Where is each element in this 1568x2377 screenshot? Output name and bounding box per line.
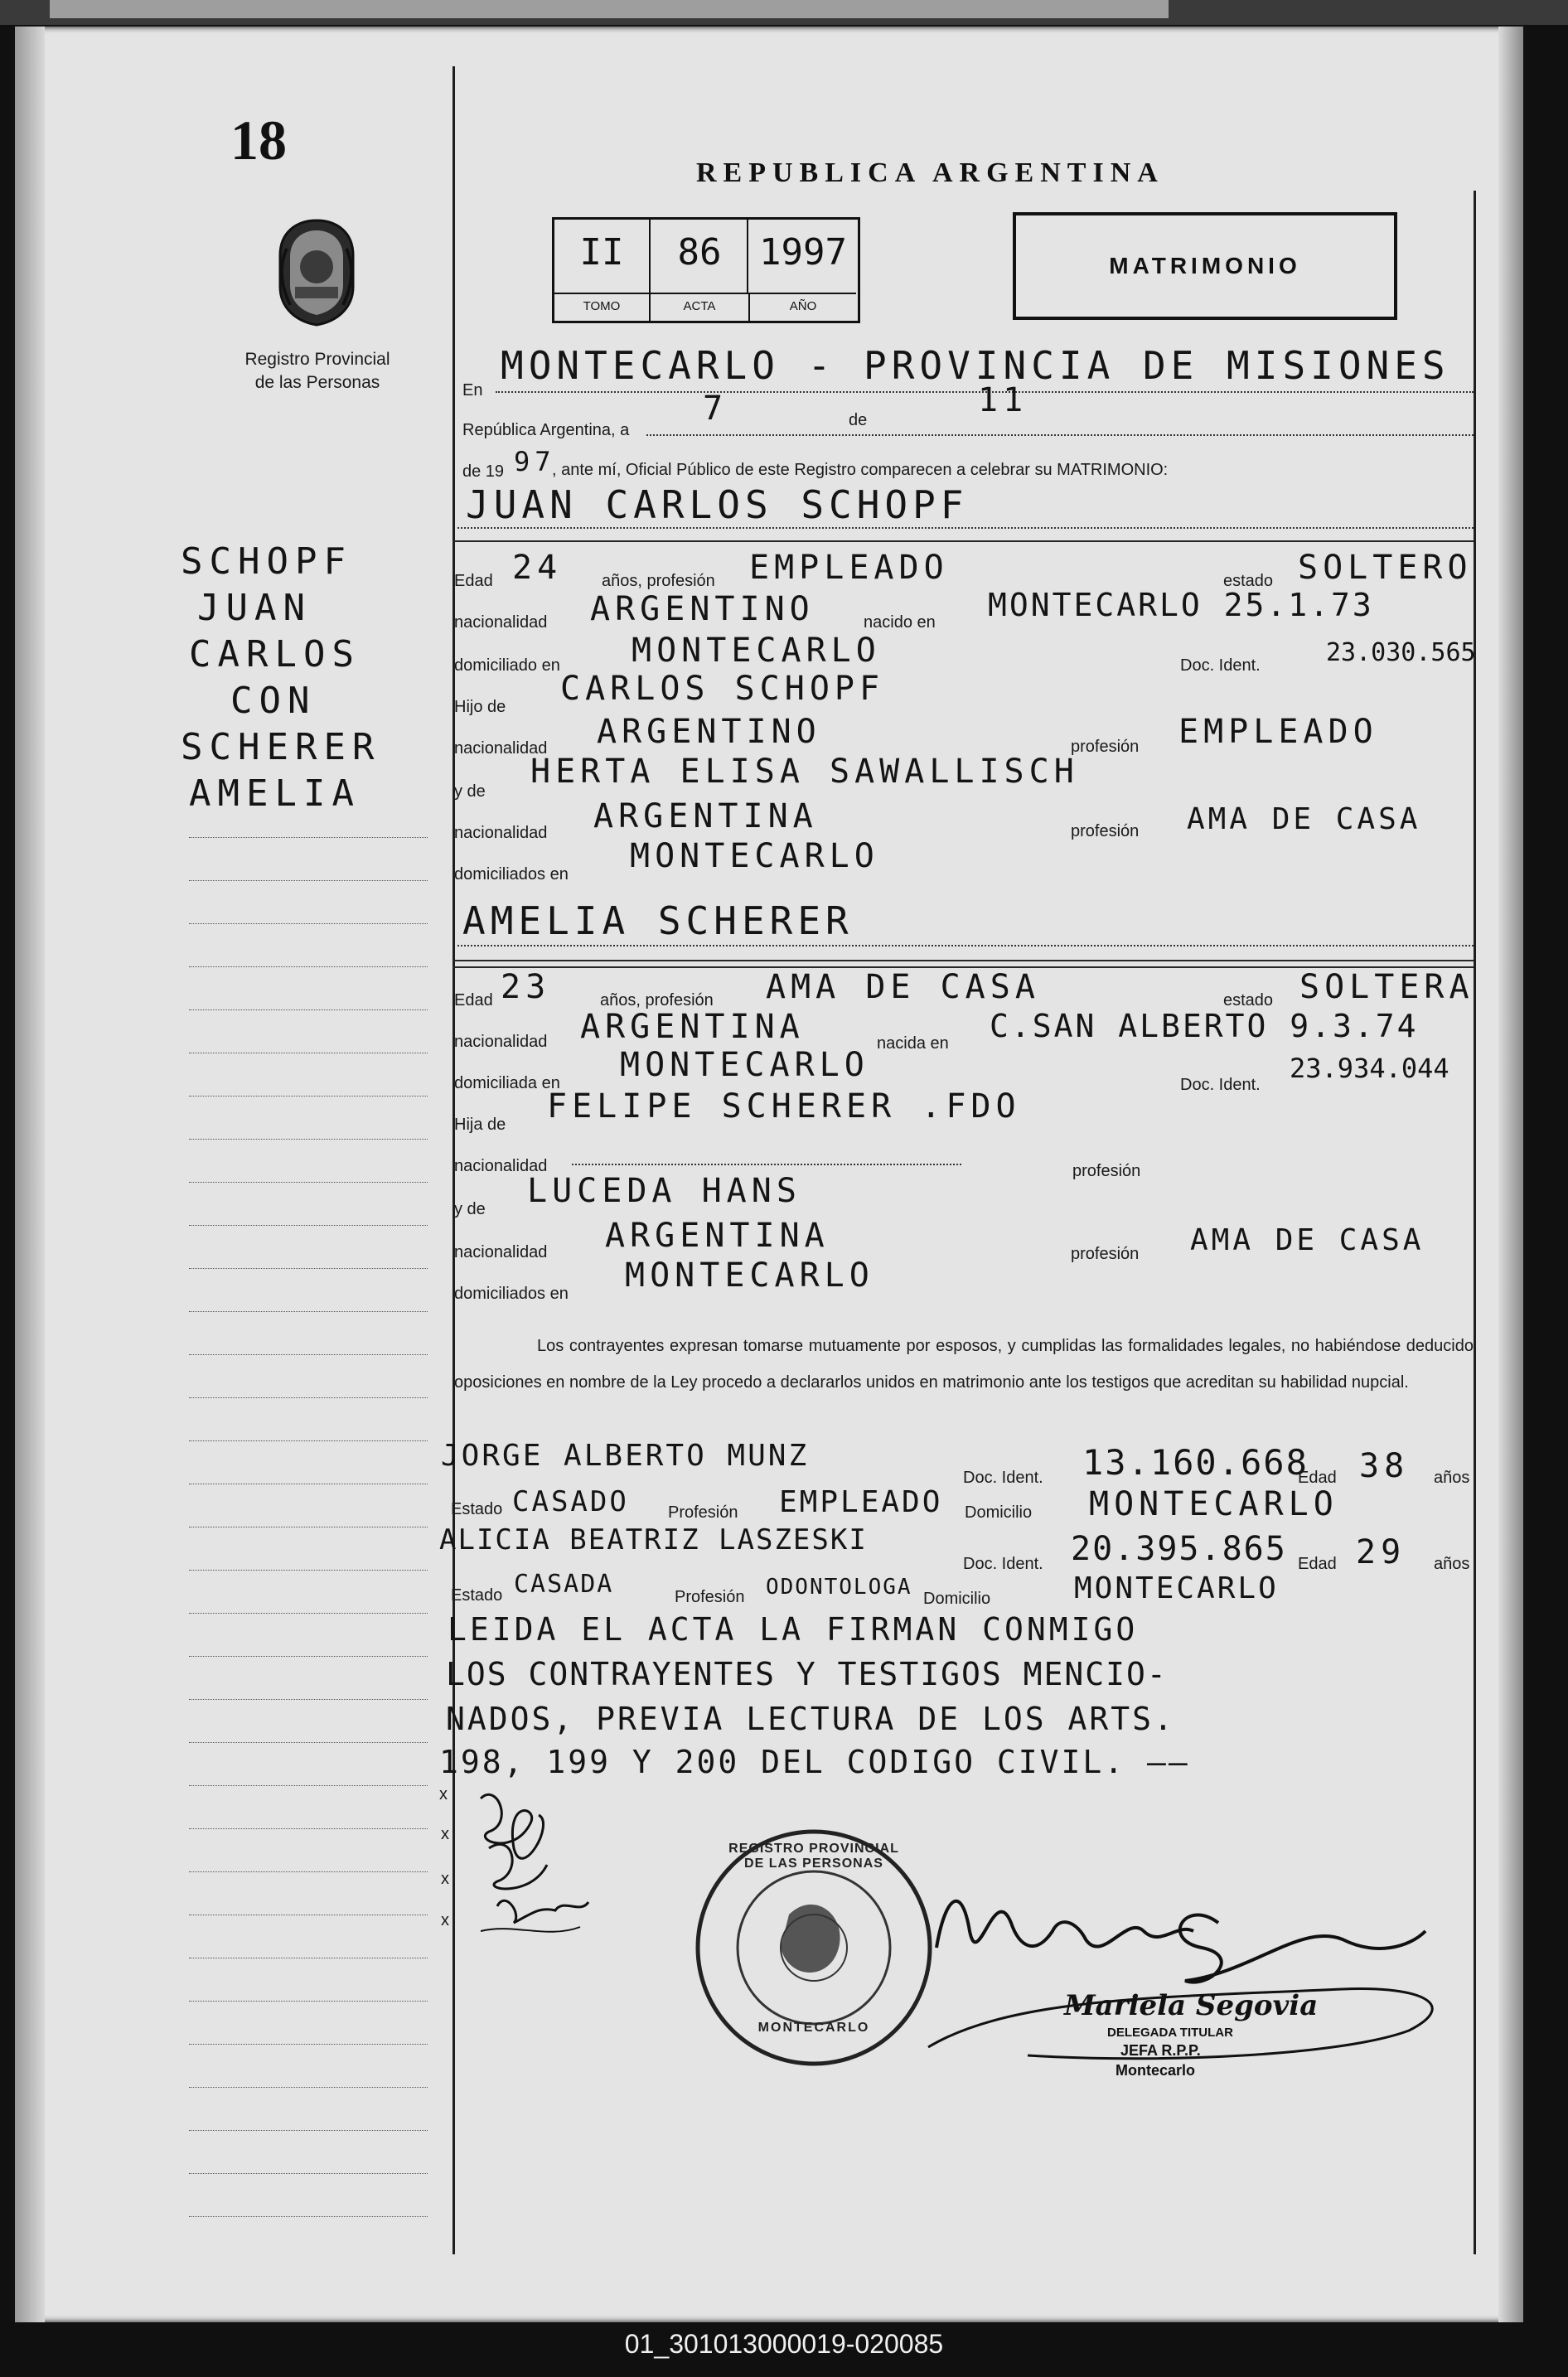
groom-nac-label: nacionalidad: [454, 613, 548, 632]
margin-rule: [189, 1699, 428, 1700]
margin-rule: [189, 1570, 428, 1571]
witness1-estado-label: Estado: [451, 1500, 503, 1518]
bride-nacida: C.SAN ALBERTO 9.3.74: [990, 1008, 1419, 1044]
groom-padres-dom-label: domiciliados en: [454, 865, 569, 884]
ano-value: 1997: [759, 231, 847, 274]
bride-padre-nac-label: nacionalidad: [454, 1157, 548, 1175]
witness2-anos-label: años: [1434, 1555, 1470, 1573]
acta-value: 86: [677, 231, 722, 274]
registry-name: Registro Provincial de las Personas: [244, 350, 390, 392]
witness1-estado: CASADO: [512, 1485, 629, 1518]
witness2-prof-label: Profesión: [675, 1588, 745, 1606]
official-name: Mariela Segovia: [1064, 1989, 1319, 2022]
declaration-text: Los contrayentes expresan tomarse mutuamente por esposos, y cumplidas las formalidades legales, no habiéndose deducido oposiciones en nombre de la Ley procedo a declararlos unidos en matrimonio ante los testigos que acreditan su habilidad nupcial.: [454, 1337, 1474, 1392]
margin-rule: [189, 1354, 428, 1355]
month-value: 11: [978, 381, 1028, 419]
bride-nac-label: nacionalidad: [454, 1033, 548, 1051]
bride-doc: 23.934.044: [1290, 1053, 1449, 1084]
witness2-edad: 29: [1356, 1533, 1406, 1571]
ano-label: AÑO: [750, 293, 856, 322]
tomo-value: II: [579, 231, 624, 274]
groom-name-line: [457, 527, 1474, 529]
margin-rule: [189, 966, 428, 967]
closing-line-3: NADOS, PREVIA LECTURA DE LOS ARTS.: [446, 1701, 1175, 1737]
acta-label: ACTA: [651, 293, 750, 322]
witness2-doc: 20.395.865: [1071, 1530, 1287, 1568]
groom-nacido-label: nacido en: [864, 613, 936, 632]
bride-doc-label: Doc. Ident.: [1180, 1076, 1261, 1094]
margin-rule: [189, 1871, 428, 1872]
groom-hijo-label: Hijo de: [454, 698, 506, 716]
groom-estado: SOLTERO: [1298, 549, 1473, 587]
bride-estado-label: estado: [1223, 991, 1274, 1009]
groom-madre-prof: AMA DE CASA: [1187, 802, 1421, 836]
margin-rule: [189, 2087, 428, 2088]
bride-madre-prof-label: profesión: [1071, 1245, 1140, 1263]
witness2-dom-label: Domicilio: [923, 1590, 991, 1608]
margin-note-line: SCHERER: [181, 726, 381, 768]
margin-rule: [189, 1785, 428, 1786]
groom-padre-prof: EMPLEADO: [1178, 713, 1378, 751]
bride-edad-label: Edad: [454, 991, 493, 1009]
official-title-2: JEFA R.P.P.: [1120, 2042, 1201, 2059]
en-label: En: [462, 381, 483, 399]
witness1-doc-label: Doc. Ident.: [963, 1469, 1043, 1487]
place-value: MONTECARLO - PROVINCIA DE MISIONES: [501, 343, 1450, 388]
register-box: [552, 217, 860, 323]
intro-statement: , ante mí, Oficial Público de este Registro comparecen a celebrar su MATRIMONIO:: [552, 461, 1169, 479]
registry-seal: [690, 1823, 938, 2072]
witness2-edad-label: Edad: [1298, 1555, 1337, 1573]
closing-line-4: 198, 199 Y 200 DEL CODIGO CIVIL. ——: [439, 1744, 1190, 1780]
groom-nac: ARGENTINO: [590, 590, 815, 628]
bride-name-line: [457, 945, 1474, 946]
margin-rule: [189, 1440, 428, 1441]
official-title-1: DELEGADA TITULAR: [1107, 2026, 1233, 2040]
republica-label: República Argentina, a: [462, 421, 630, 439]
bride-padre-prof-label: profesión: [1072, 1162, 1141, 1180]
witness1-prof-label: Profesión: [668, 1503, 738, 1522]
margin-rule: [189, 1096, 428, 1097]
margin-note-line: SCHOPF: [181, 540, 352, 583]
margin-rule: [189, 1742, 428, 1743]
margin-rule: [189, 2173, 428, 2174]
de-label: de: [849, 411, 868, 429]
margin-rule: [189, 1613, 428, 1614]
act-type-box: MATRIMONIO: [1013, 212, 1397, 320]
bride-edad: 23: [501, 968, 551, 1006]
witness2-dom: MONTECARLO: [1074, 1571, 1279, 1605]
margin-rule: [189, 2216, 428, 2217]
groom-padre-prof-label: profesión: [1071, 738, 1140, 756]
bride-madre-nac: ARGENTINA: [605, 1217, 830, 1255]
groom-estado-label: estado: [1223, 572, 1274, 590]
margin-rule: [189, 2044, 428, 2045]
footer-id: 01_301013000019-020085: [624, 2329, 944, 2359]
margin-rule: [189, 1009, 428, 1010]
groom-doc-label: Doc. Ident.: [1180, 656, 1261, 675]
signature-mark: x: [439, 1785, 448, 1803]
margin-rule: [189, 1656, 428, 1657]
groom-divider-top: [452, 540, 1474, 542]
groom-dom: MONTECARLO: [632, 632, 881, 670]
groom-padres-dom: MONTECARLO: [630, 837, 879, 875]
witness2-prof: ODONTOLOGA: [766, 1575, 912, 1600]
witness1-edad: 38: [1359, 1447, 1410, 1485]
bride-madre-prof: AMA DE CASA: [1190, 1223, 1425, 1257]
bride-padres-dom-label: domiciliados en: [454, 1285, 569, 1303]
groom-name: JUAN CARLOS SCHOPF: [466, 482, 969, 527]
witness2-estado: CASADA: [514, 1570, 614, 1599]
contracting-party-signatures: [464, 1774, 613, 1956]
witness1-anos-label: años: [1434, 1469, 1470, 1487]
groom-nacido: MONTECARLO 25.1.73: [988, 587, 1374, 623]
witness1-name: JORGE ALBERTO MUNZ: [441, 1439, 810, 1473]
official-signature: [912, 1848, 1475, 2097]
bride-yde-label: y de: [454, 1200, 486, 1218]
groom-madre-nac-label: nacionalidad: [454, 824, 548, 842]
groom-profesion: EMPLEADO: [749, 549, 949, 587]
margin-rule: [189, 837, 428, 838]
groom-padre-nac: ARGENTINO: [597, 713, 821, 751]
signature-mark: x: [441, 1911, 449, 1929]
day-value: 7: [703, 390, 728, 428]
bride-hija-label: Hija de: [454, 1116, 506, 1134]
year-suffix: 97: [514, 446, 556, 477]
groom-madre-nac: ARGENTINA: [593, 797, 818, 835]
bride-divider-top: [452, 960, 1474, 961]
margin-note-line: AMELIA: [189, 772, 361, 815]
margin-note: [181, 539, 380, 817]
seal-text: REGISTRO PROVINCIAL DE LAS PERSONAS: [728, 1842, 899, 1871]
bride-estado: SOLTERA: [1299, 968, 1474, 1006]
date-line: [646, 434, 1474, 436]
bride-madre-nac-label: nacionalidad: [454, 1243, 548, 1261]
witness1-prof: EMPLEADO: [779, 1485, 943, 1519]
groom-madre: HERTA ELISA SAWALLISCH: [530, 753, 1079, 791]
groom-dom-label: domiciliado en: [454, 656, 560, 675]
bride-profesion: AMA DE CASA: [766, 968, 1040, 1006]
margin-rule: [189, 1225, 428, 1226]
country-title: REPUBLICA ARGENTINA: [696, 157, 1164, 188]
margin-rule: [189, 1828, 428, 1829]
margin-rule: [189, 1311, 428, 1312]
bride-profesion-label: años, profesión: [600, 991, 714, 1009]
bride-dom-label: domiciliada en: [454, 1074, 560, 1092]
margin-note-line: JUAN: [197, 587, 312, 629]
witness1-doc: 13.160.668: [1082, 1442, 1309, 1483]
coat-of-arms-icon: [270, 215, 363, 328]
official-place: Montecarlo: [1116, 2062, 1196, 2079]
margin-note-line: CARLOS: [189, 633, 361, 675]
closing-line-2: LOS CONTRAYENTES Y TESTIGOS MENCIO-: [446, 1656, 1168, 1692]
margin-rule: [189, 923, 428, 924]
tomo-label: TOMO: [554, 293, 651, 322]
margin-rule: [189, 1139, 428, 1140]
groom-yde-label: y de: [454, 782, 486, 801]
margin-rule: [189, 1268, 428, 1269]
bride-padre: FELIPE SCHERER .FDO: [547, 1087, 1021, 1126]
margin-rule: [189, 1397, 428, 1398]
bride-dom: MONTECARLO: [620, 1046, 869, 1084]
margin-rule: [189, 1182, 428, 1183]
margin-rule: [189, 880, 428, 881]
bride-name: AMELIA SCHERER: [462, 898, 854, 943]
scan-top-edge: [0, 0, 1568, 25]
page-number: 18: [230, 109, 287, 172]
groom-edad-label: Edad: [454, 572, 493, 590]
closing-line-1: LEIDA EL ACTA LA FIRMAN CONMIGO: [448, 1611, 1139, 1648]
groom-padre: CARLOS SCHOPF: [560, 670, 885, 708]
groom-edad: 24: [512, 549, 563, 587]
witness2-estado-label: Estado: [451, 1586, 503, 1605]
seal-center-text: MONTECARLO: [757, 2021, 870, 2035]
previous-page-edge: [50, 0, 1169, 18]
margin-rule: [189, 2130, 428, 2131]
groom-padre-nac-label: nacionalidad: [454, 739, 548, 758]
groom-doc: 23.030.565: [1326, 638, 1476, 667]
witness2-doc-label: Doc. Ident.: [963, 1555, 1043, 1573]
margin-note-line: CON: [230, 680, 317, 722]
margin-rule: [189, 2001, 428, 2002]
witness1-edad-label: Edad: [1298, 1469, 1337, 1487]
witness1-dom: MONTECARLO: [1089, 1485, 1338, 1523]
bride-padre-nac-line: [572, 1164, 961, 1165]
bride-padres-dom: MONTECARLO: [625, 1256, 874, 1295]
bride-nac: ARGENTINA: [580, 1008, 805, 1046]
witness1-dom-label: Domicilio: [965, 1503, 1033, 1522]
bride-madre: LUCEDA HANS: [527, 1172, 801, 1210]
groom-profesion-label: años, profesión: [602, 572, 715, 590]
signature-mark: x: [441, 1870, 449, 1888]
year-prefix: de 19: [462, 462, 505, 481]
signature-mark: x: [441, 1825, 449, 1843]
witness2-name: ALICIA BEATRIZ LASZESKI: [439, 1523, 868, 1556]
bride-nacida-label: nacida en: [877, 1034, 949, 1053]
groom-madre-prof-label: profesión: [1071, 822, 1140, 840]
